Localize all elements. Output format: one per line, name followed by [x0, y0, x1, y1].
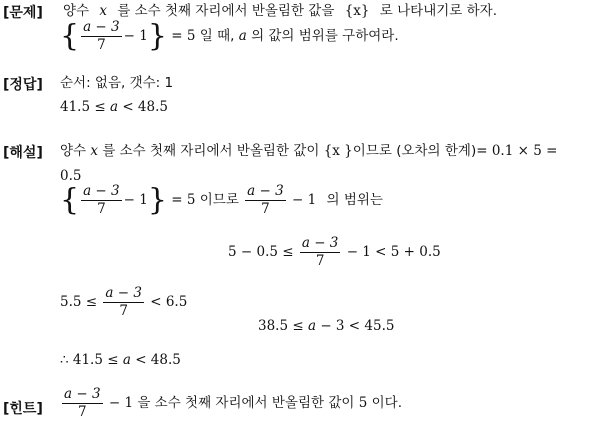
explanation-variable: x [90, 143, 99, 159]
fraction-denominator: 7 [261, 201, 270, 217]
fraction-denominator: 7 [315, 253, 325, 269]
fraction [103, 284, 144, 319]
inequality-left: 5 − 0.5 ≤ [228, 244, 294, 260]
equation: = 5 [171, 192, 196, 208]
problem-set-notation: {x} [344, 3, 370, 19]
inequality-left: 38.5 ≤ [258, 318, 304, 334]
problem-label: [문제] [3, 5, 43, 21]
fraction [62, 385, 103, 420]
explanation-equation: = 0.1 × 5 = [476, 143, 558, 159]
fraction-numerator: a − 3 [62, 388, 103, 405]
fraction-numerator: a − 3 [81, 21, 122, 38]
explanation-text: 를 소수 첫째 자리에서 반올림한 값이 [102, 143, 320, 159]
fraction-denominator: 7 [119, 303, 128, 319]
explanation-line-4 [228, 232, 441, 272]
explanation-variable: a [122, 352, 131, 368]
conclusion-left: ∴ 41.5 ≤ [60, 352, 119, 368]
fraction-numerator: a − 3 [300, 237, 341, 254]
hint-value: 5 [358, 395, 368, 411]
explanation-label: [해설] [3, 145, 43, 161]
expression-tail: − 1 [108, 395, 134, 411]
problem-text: 양수 [63, 3, 90, 19]
expression-tail: − 1 [123, 192, 148, 208]
expression-tail: − 1 [292, 192, 317, 208]
answer-right: < 48.5 [122, 99, 168, 115]
right-brace: } [147, 18, 167, 54]
hint-line [60, 383, 402, 423]
fraction-numerator: a − 3 [81, 185, 122, 202]
answer-range [60, 98, 168, 116]
expression-tail: − 1 [123, 28, 148, 44]
problem-text: 로 나타내기로 하자. [379, 3, 497, 19]
left-brace: { [60, 18, 80, 54]
hint-text: 을 소수 첫째 자리에서 반올림한 값이 [137, 395, 355, 411]
fraction-denominator: 7 [97, 37, 106, 53]
fraction [81, 18, 122, 53]
equation: = 5 [171, 28, 196, 44]
hint-text: 이다. [371, 395, 402, 411]
answer-left: 41.5 ≤ [60, 99, 106, 115]
fraction [245, 182, 286, 217]
problem-variable: a [238, 28, 247, 44]
answer-label: [정답] [3, 77, 43, 93]
explanation-line-1 [60, 142, 557, 160]
problem-variable: x [99, 3, 108, 19]
fraction-numerator: a − 3 [103, 287, 144, 304]
inequality-right: < 6.5 [150, 294, 188, 310]
explanation-text: 양수 [60, 143, 87, 159]
inequality-right: − 3 < 45.5 [320, 318, 395, 334]
fraction [300, 234, 341, 269]
fraction-denominator: 7 [97, 201, 106, 217]
fraction-denominator: 7 [77, 404, 87, 420]
left-brace: { [60, 182, 80, 218]
answer-order-count: 순서: 없음, 갯수: 1 [60, 75, 174, 91]
explanation-line-3 [60, 180, 383, 220]
problem-line-2 [60, 16, 399, 56]
problem-text: 를 소수 첫째 자리에서 반올림한 값을 [117, 3, 335, 19]
hint-label: [힌트] [3, 401, 43, 417]
explanation-line-5 [60, 282, 187, 322]
right-brace: } [147, 182, 167, 218]
problem-text: 일 때, [199, 28, 235, 44]
explanation-line-7 [60, 351, 181, 369]
conclusion-right: < 48.5 [135, 352, 181, 368]
fraction [81, 182, 122, 217]
explanation-line-2: 0.5 [60, 168, 82, 184]
explanation-text: 이므로 (오차의 한계) [352, 143, 477, 159]
explanation-line-6 [258, 317, 394, 335]
explanation-set-notation: {x } [323, 143, 353, 159]
problem-text: 의 값의 범위를 구하여라. [251, 28, 399, 44]
explanation-text: 의 범위는 [326, 192, 383, 208]
inequality-right: − 1 < 5 + 0.5 [346, 244, 441, 260]
fraction-numerator: a − 3 [245, 185, 286, 202]
explanation-text: 이므로 [199, 192, 239, 208]
answer-variable: a [109, 99, 119, 115]
explanation-variable: a [307, 318, 317, 334]
inequality-left: 5.5 ≤ [60, 294, 98, 310]
